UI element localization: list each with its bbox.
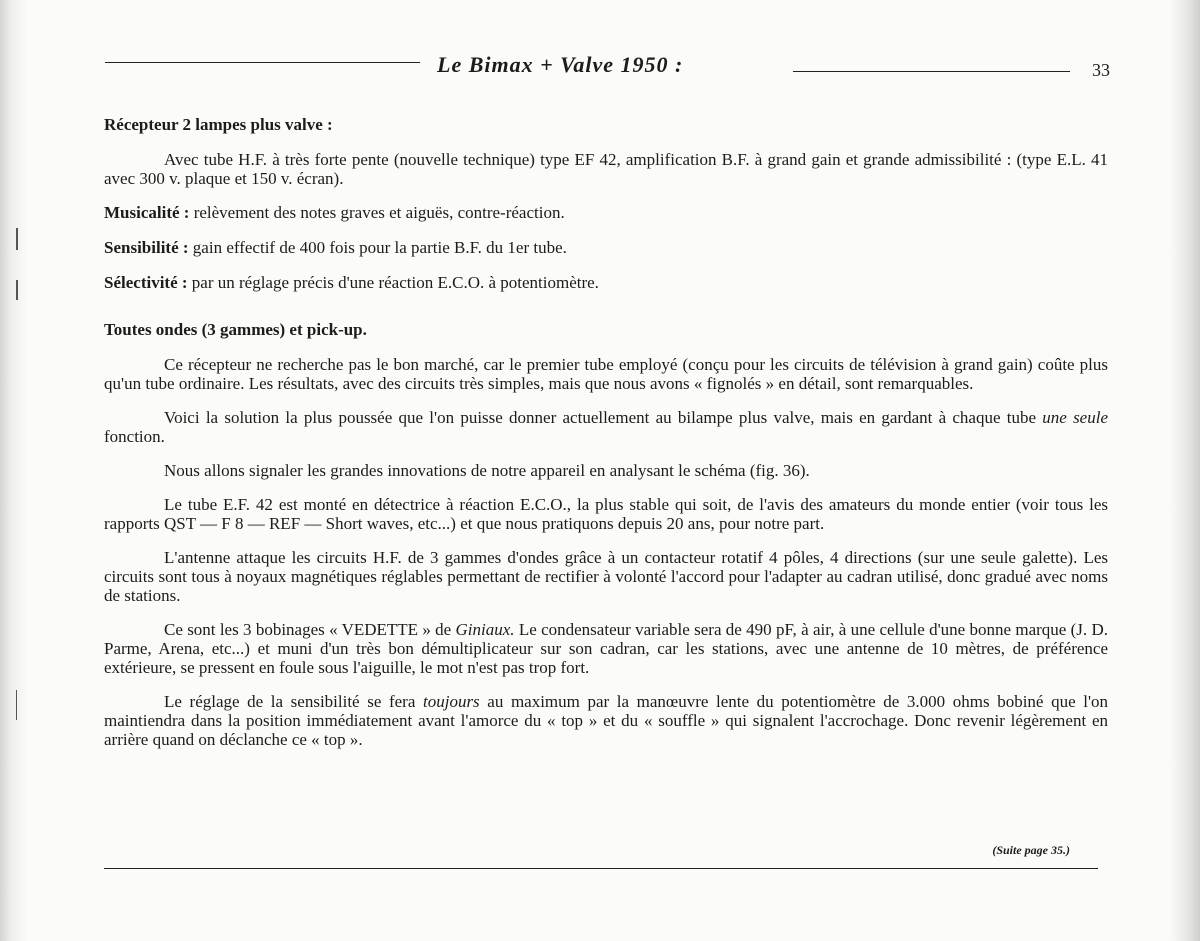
- paragraph-7-text-end: au maximum par la manœuvre lente du potentiomètre de 3.000 ohms bobiné que l'on maintiendra dans la position immédiatement avant l'amorce du « top » et du « souffle » qui signalent l'accrochage. Donc revenir légèrement en arrière quand on déclanche ce « top ».: [104, 692, 1109, 749]
- paragraph-2-text: Voici la solution la plus poussée que l'on puisse donner actuellement au bilampe plus valve, mais en gardant à chaque tube: [164, 408, 1037, 427]
- paragraph-intro: Avec tube H.F. à très forte pente (nouvelle technique) type EF 42, amplification B.F. à grand gain et grande admissibilité : (type E.L. 41 avec 300 v. plaque et 150 v. écran).: [104, 150, 1108, 188]
- running-header: [105, 48, 1110, 86]
- header-rule-right: [793, 71, 1070, 72]
- continuation-note: (Suite page 35.): [992, 843, 1070, 857]
- page-edge-right: [1170, 0, 1200, 941]
- page-body: [104, 115, 1108, 764]
- sensibilite-label: Sensibilité :: [104, 238, 189, 257]
- paragraph-4: Le tube E.F. 42 est monté en détectrice à réaction E.C.O., la plus stable qui soit, de l'avis des amateurs du monde entier (voir tous les rapports QST — F 8 — REF — Short waves, etc...) et que nous pratiquons depuis 20 ans, pour notre part.: [104, 495, 1108, 533]
- margin-mark: [16, 690, 17, 720]
- selectivite-label: Sélectivité :: [104, 273, 188, 292]
- musicalite-text: relèvement des notes graves et aiguës, contre-réaction.: [193, 203, 565, 222]
- header-rule-left: [105, 62, 420, 63]
- paragraph-6-text: Ce sont les 3 bobinages « VEDETTE » de: [164, 620, 452, 639]
- paragraph-3: Nous allons signaler les grandes innovations de notre appareil en analysant le schéma (fig. 36).: [164, 461, 810, 480]
- paragraph-musicalite: [104, 203, 1108, 222]
- paragraph-7-emphasis: toujours: [423, 692, 480, 711]
- footer-rule: [104, 868, 1098, 869]
- selectivite-text: par un réglage précis d'une réaction E.C.O. à potentiomètre.: [191, 273, 599, 292]
- paragraph-2-emphasis: une seule: [1042, 408, 1108, 427]
- paragraph-6: [104, 620, 1108, 677]
- margin-mark: [16, 228, 18, 250]
- paragraph-2: [104, 408, 1108, 446]
- paragraph-selectivite: [104, 273, 1108, 292]
- page-number: 33: [1092, 60, 1110, 80]
- paragraph-2-text-end: fonction.: [104, 427, 165, 446]
- musicalite-label: Musicalité :: [104, 203, 190, 222]
- header-title: Le Bimax + Valve 1950 :: [437, 52, 684, 77]
- section-title-recepteur: Récepteur 2 lampes plus valve :: [104, 115, 333, 134]
- page-edge-left: [0, 0, 28, 941]
- paragraph-6-text-end: Le condensateur variable sera de 490 pF, à air, à une cellule d'une bonne marque (J. D. Parme, Arena, etc...) et muni d'un très bon démultiplicateur sur son cadran, car les stations, avec une antenne de 10 mètres, de préférence extérieure, se pressent en foule sous l'aiguille, le mot n'est pas trop fort.: [104, 620, 1108, 677]
- paragraph-7: [104, 692, 1108, 749]
- margin-mark: [16, 280, 18, 300]
- section-title-toutes-ondes: Toutes ondes (3 gammes) et pick-up.: [104, 320, 367, 339]
- paragraph-1: Ce récepteur ne recherche pas le bon marché, car le premier tube employé (conçu pour les circuits de télévision à grand gain) coûte plus qu'un tube ordinaire. Les résultats, avec des circuits très simples, mais que nous avons « fignolés » en détail, sont remarquables.: [104, 355, 1108, 393]
- paragraph-5: L'antenne attaque les circuits H.F. de 3 gammes d'ondes grâce à un contacteur rotatif 4 pôles, 4 directions (sur une seule galette). Les circuits sont tous à noyaux magnétiques réglables permettant de rectifier à volonté l'accord pour l'adapter au cadran utilisé, donc gradué avec noms de stations.: [104, 548, 1108, 605]
- paragraph-6-emphasis: Giniaux.: [455, 620, 515, 639]
- paragraph-sensibilite: [104, 238, 1108, 257]
- sensibilite-text: gain effectif de 400 fois pour la partie B.F. du 1er tube.: [192, 238, 567, 257]
- paragraph-7-text: Le réglage de la sensibilité se fera: [164, 692, 416, 711]
